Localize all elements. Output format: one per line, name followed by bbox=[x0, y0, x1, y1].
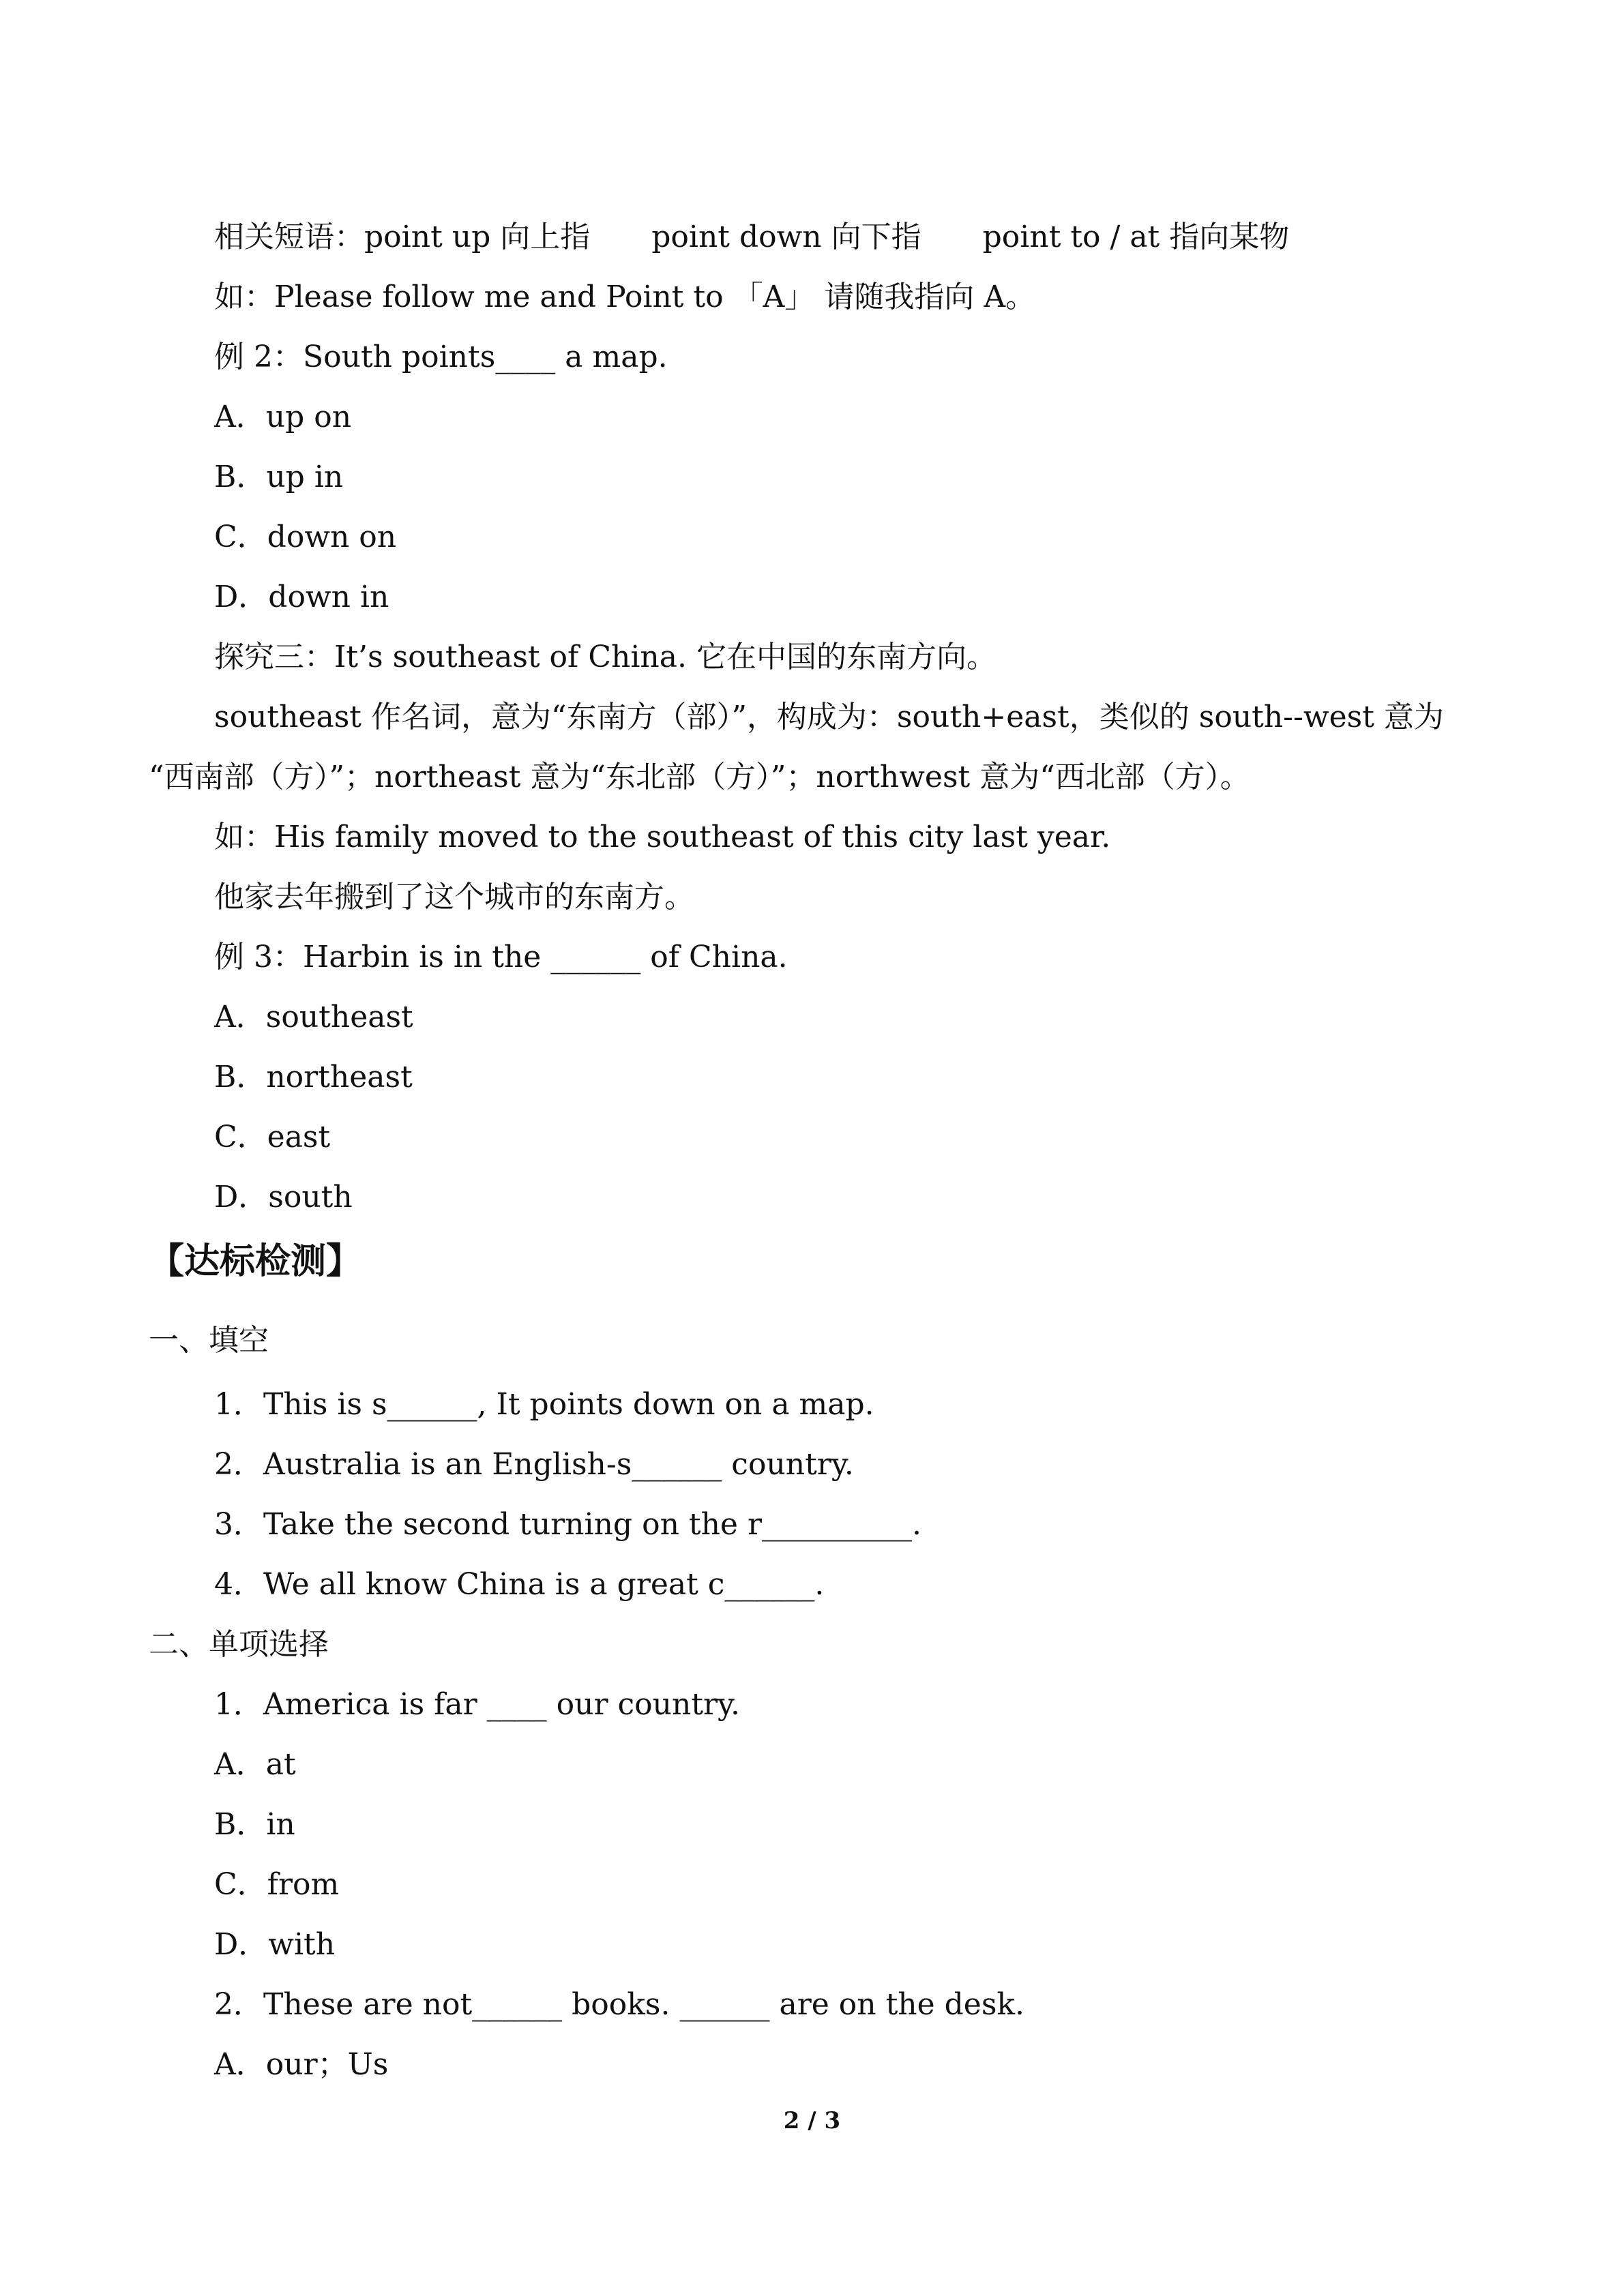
example-sentence: 如：Please follow me and Point to 「A」 请随我指向 A。 bbox=[214, 280, 1036, 314]
choice-question-2-option-a: A．our；Us bbox=[214, 2047, 389, 2082]
example-2-option-b: B．up in bbox=[214, 460, 344, 494]
choice-question-1: 1．America is far ____ our country. bbox=[214, 1687, 741, 1722]
fill-blank-question-2: 2．Australia is an English-s______ country. bbox=[214, 1447, 854, 1482]
example-3-option-b: B．northeast bbox=[214, 1060, 413, 1094]
fill-blank-question-3: 3．Take the second turning on the r__________. bbox=[214, 1507, 921, 1542]
choice-question-1-option-b: B．in bbox=[214, 1807, 295, 1842]
explanation-line-2: “西南部（方）”；northeast 意为“东北部（方）”；northwest 意为“西北部（方）。 bbox=[149, 760, 1250, 794]
example-3-option-d: D．south bbox=[214, 1180, 353, 1214]
related-phrases-line bbox=[214, 217, 1289, 258]
section-heading: 【达标检测】 bbox=[149, 1241, 362, 1282]
page-number: 2 / 3 bbox=[783, 2107, 841, 2134]
example-2-option-a: A．up on bbox=[214, 400, 352, 434]
example-chinese-translation: 他家去年搬到了这个城市的东南方。 bbox=[214, 880, 694, 914]
part-1-title: 一、填空 bbox=[149, 1323, 269, 1358]
related-phrase-point-to: point to / at 指向某物 bbox=[982, 220, 1290, 254]
fill-blank-question-1: 1．This is s______, It points down on a map. bbox=[214, 1387, 874, 1422]
example-3-question: 例 3：Harbin is in the ______ of China. bbox=[214, 940, 788, 974]
example-2-question: 例 2：South points____ a map. bbox=[214, 340, 668, 374]
example-2-option-c: C．down on bbox=[214, 520, 397, 554]
related-phrase-point-up: 相关短语：point up 向上指 bbox=[214, 220, 591, 254]
example-2-option-d: D．down in bbox=[214, 580, 389, 614]
choice-question-2: 2．These are not______ books. ______ are on the desk. bbox=[214, 1987, 1025, 2022]
fill-blank-question-4: 4．We all know China is a great c______. bbox=[214, 1567, 825, 1602]
explore-3-heading: 探究三：It’s southeast of China. 它在中国的东南方向。 bbox=[214, 640, 996, 674]
choice-question-1-option-d: D．with bbox=[214, 1927, 336, 1962]
related-phrase-point-down: point down 向下指 bbox=[651, 220, 921, 254]
choice-question-1-option-a: A．at bbox=[214, 1747, 296, 1782]
example-3-option-a: A．southeast bbox=[214, 1000, 413, 1034]
part-2-title: 二、单项选择 bbox=[149, 1627, 329, 1662]
example-3-option-c: C．east bbox=[214, 1120, 331, 1154]
example-english-sentence: 如：His family moved to the southeast of this city last year. bbox=[214, 820, 1111, 854]
choice-question-1-option-c: C．from bbox=[214, 1867, 340, 1902]
explanation-line-1: southeast 作名词，意为“东南方（部）”，构成为：south+east，类似的 south--west 意为 bbox=[214, 700, 1444, 734]
